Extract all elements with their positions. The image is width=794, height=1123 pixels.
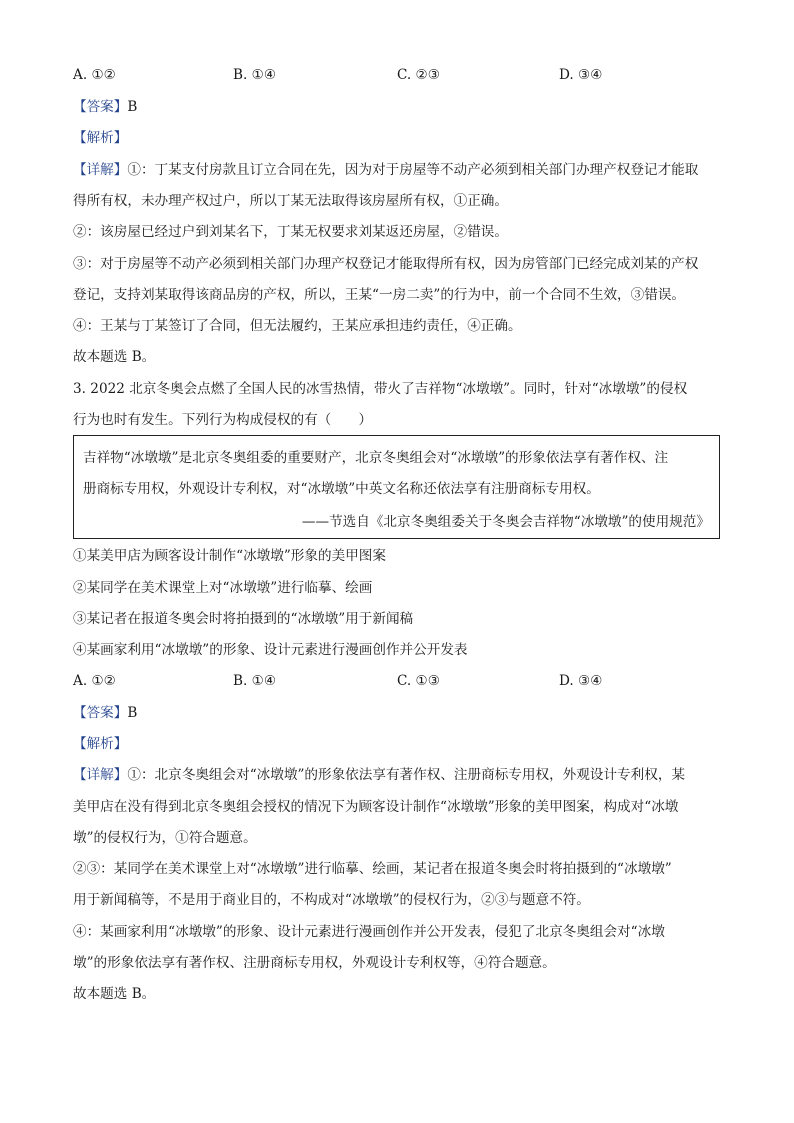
q3-item: ④某画家利用“冰墩墩”的形象、设计元素进行漫画创作并公开发表	[73, 642, 468, 658]
q3-detail-line: 美甲店在没有得到北京冬奥组会授权的情况下为顾客设计制作“冰墩墩”形象的美甲图案，构成对“冰墩	[73, 799, 679, 815]
q2-conclusion: 故本题选 B。	[73, 349, 156, 365]
q3-option-b: B. ①④	[233, 673, 277, 689]
q2-detail-line: 【详解】①：丁某支付房款且订立合同在先，因为对于房屋等不动产必须到相关部门办理产权登记才能取	[73, 162, 699, 178]
q3-quote-box	[73, 435, 720, 539]
q3-item: ③某记者在报道冬奥会时将拍摄到的“冰墩墩”用于新闻稿	[73, 611, 414, 627]
q3-option-a: A. ①②	[73, 673, 116, 689]
q2-detail-line: 得所有权，未办理产权过户，所以丁某无法取得该房屋所有权，①正确。	[73, 193, 508, 209]
q2-detail-line: ④：王某与丁某签订了合同，但无法履约，王某应承担违约责任，④正确。	[73, 318, 522, 334]
q2-option-c: C. ②③	[397, 67, 440, 83]
q3-stem: 行为也时有发生。下列行为构成侵权的有（ ）	[73, 412, 373, 428]
q2-answer	[73, 97, 721, 117]
answer-tag: 【答案】	[73, 99, 128, 115]
quote-source: ——节选自《北京冬奥组委关于冬奥会吉祥物“冰墩墩”的使用规范》	[301, 514, 710, 530]
q2-option-d: D. ③④	[559, 67, 603, 83]
q3-options	[73, 671, 721, 691]
q3-item: ②某同学在美术课堂上对“冰墩墩”进行临摹、绘画	[73, 580, 373, 596]
q3-option-c: C. ①③	[397, 673, 440, 689]
q3-analysis-tag: 【解析】	[73, 736, 128, 752]
q2-option-b: B. ①④	[233, 67, 277, 83]
q3-answer	[73, 703, 721, 723]
q2-detail-line: ③：对于房屋等不动产必须到相关部门办理产权登记才能取得所有权，因为房管部门已经完成刘某的产权	[73, 256, 699, 272]
q3-option-d: D. ③④	[559, 673, 603, 689]
q2-analysis-tag: 【解析】	[73, 130, 128, 146]
q3-detail-line: 【详解】①：北京冬奥组会对“冰墩墩”的形象依法享有著作权、注册商标专用权，外观设计专利权，某	[73, 767, 686, 783]
quote-line: 册商标专用权，外观设计专利权，对“冰墩墩”中英文名称还依法享有注册商标专用权。	[83, 481, 600, 497]
q3-detail-line: 墩”的形象依法享有著作权、注册商标专用权，外观设计专利权等，④符合题意。	[73, 955, 556, 971]
answer-value: B	[127, 705, 138, 721]
detail-tag: 【详解】	[73, 767, 128, 783]
q3-detail-line: ④：某画家利用“冰墩墩”的形象、设计元素进行漫画创作并公开发表，侵犯了北京冬奥组会对“冰墩	[73, 924, 665, 940]
q3-stem: 3. 2022 北京冬奥会点燃了全国人民的冰雪热情，带火了吉祥物“冰墩墩”。同时，针对“冰墩墩”的侵权	[73, 381, 688, 397]
q3-conclusion: 故本题选 B。	[73, 986, 156, 1002]
answer-value: B	[127, 99, 138, 115]
answer-tag: 【答案】	[73, 705, 128, 721]
q2-options	[73, 65, 721, 85]
q2-detail-line: ②：该房屋已经过户到刘某名下，丁某无权要求刘某返还房屋，②错误。	[73, 224, 508, 240]
q3-detail-line: 墩”的侵权行为，①符合题意。	[73, 830, 257, 846]
q3-detail-line: 用于新闻稿等，不是用于商业目的，不构成对“冰墩墩”的侵权行为，②③与题意不符。	[73, 892, 590, 908]
q3-detail-line: ②③：某同学在美术课堂上对“冰墩墩”进行临摹、绘画，某记者在报道冬奥会时将拍摄到的“冰墩墩”	[73, 861, 672, 877]
q2-detail-line: 登记，支持刘某取得该商品房的产权，所以，王某“一房二卖”的行为中，前一个合同不生效，③错误。	[73, 287, 686, 303]
detail-tag: 【详解】	[73, 162, 128, 178]
q3-item: ①某美甲店为顾客设计制作“冰墩墩”形象的美甲图案	[73, 548, 386, 564]
q2-option-a: A. ①②	[73, 67, 116, 83]
quote-line: 吉祥物“冰墩墩”是北京冬奥组委的重要财产，北京冬奥组会对“冰墩墩”的形象依法享有著作权、注	[83, 450, 669, 466]
